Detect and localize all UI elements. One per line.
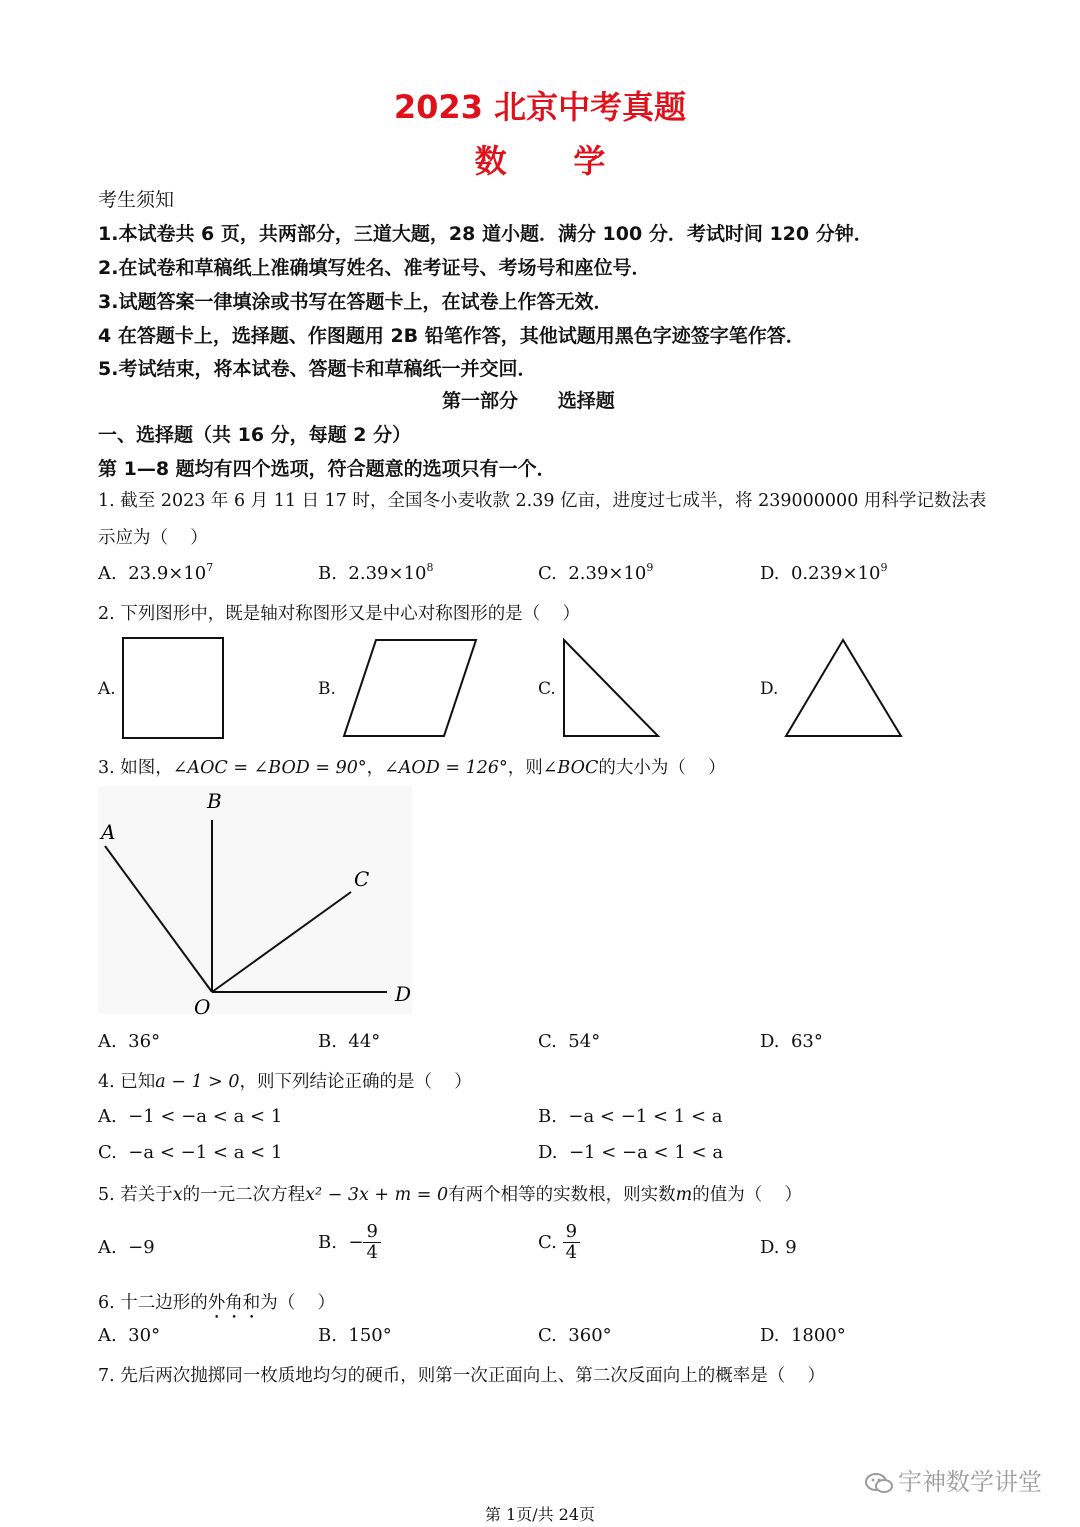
right-triangle-shape	[564, 640, 658, 736]
notice-item-1: 1.本试卷共 6 页，共两部分，三道大题，28 道小题．满分 100 分．考试时间 120 分钟．	[98, 223, 873, 245]
q1-option-a: A. $23.9\times 10^7$	[98, 561, 214, 584]
exam-title: 2023 北京中考真题	[393, 88, 687, 126]
q6-option-d: D. 1800°	[760, 1325, 846, 1346]
q6-option-a: A. 30°	[98, 1325, 161, 1346]
square-shape	[123, 638, 223, 738]
q4-option-a: A. −1 < −a < a < 1	[98, 1106, 283, 1127]
q7-stem: 7. 先后两次抛掷同一枚质地均匀的硬币，则第一次正面向上、第二次反面向上的概率是（ ）	[98, 1366, 826, 1386]
q3-option-c: C. 54°	[538, 1031, 601, 1052]
notice-item-4: 4 在答题卡上，选择题、作图题用 2B 铅笔作答，其他试题用黑色字迹签字笔作答．	[98, 325, 805, 347]
q5-option-a: A. −9	[98, 1237, 155, 1258]
q4-stem: 4. 已知a − 1 > 0，则下列结论正确的是（ ）	[98, 1072, 472, 1092]
notice-item-2: 2.在试卷和草稿纸上准确填写姓名、准考证号、考场号和座位号．	[98, 257, 651, 279]
label-c: C	[354, 867, 370, 891]
q2-shapes	[0, 0, 1080, 760]
q2-label-b: B.	[318, 679, 336, 699]
q1-stem-line2: 示应为（ ）	[98, 528, 208, 548]
q2-stem: 2. 下列图形中，既是轴对称图形又是中心对称图形的是（ ）	[98, 604, 581, 624]
label-a: A	[101, 820, 116, 844]
notice-item-5: 5.考试结束，将本试卷、答题卡和草稿纸一并交回．	[98, 358, 537, 380]
section-heading: 一、选择题（共 16 分，每题 2 分）	[98, 424, 412, 446]
notice-heading: 考生须知	[98, 189, 175, 211]
q5-option-c: C. $\frac{9}{4}$	[538, 1222, 580, 1263]
label-d: D	[395, 982, 412, 1006]
q1-option-c: C. $2.39\times 10^9$	[538, 561, 654, 584]
q3-angle-figure	[98, 786, 418, 1018]
q5-option-b: B. − $\frac{9}{4}$	[318, 1222, 381, 1263]
q1-stem-line1: 1. 截至 2023 年 6 月 11 日 17 时，全国冬小麦收款 2.39 亿亩，进度过七成半，将 239000000 用科学记数法表	[98, 491, 987, 511]
label-b: B	[207, 789, 222, 813]
q3-stem: 3. 如图，∠AOC = ∠BOD = 90°，∠AOD = 126°，则∠BOC的大小为（ ）	[98, 758, 726, 778]
wechat-icon	[864, 1471, 894, 1495]
parallelogram-shape	[344, 640, 476, 736]
label-o: O	[194, 995, 211, 1018]
exam-subject: 数 学	[474, 142, 606, 180]
watermark: 宇神数学讲堂	[864, 1462, 1042, 1497]
q2-label-d: D.	[760, 679, 779, 699]
q2-label-c: C.	[538, 679, 556, 699]
q3-option-a: A. 36°	[98, 1031, 161, 1052]
q4-option-c: C. −a < −1 < a < 1	[98, 1142, 283, 1163]
q4-option-d: D. −1 < −a < 1 < a	[538, 1142, 724, 1163]
page-footer: 第 1页/共 24页	[484, 1505, 596, 1524]
notice-item-3: 3.试题答案一律填涂或书写在答题卡上，在试卷上作答无效．	[98, 291, 613, 313]
equilateral-triangle-shape	[786, 640, 901, 736]
q3-option-d: D. 63°	[760, 1031, 823, 1052]
part-heading: 第一部分 选择题	[442, 390, 615, 412]
q3-option-b: B. 44°	[318, 1031, 381, 1052]
q1-option-d: D. $0.239\times 10^9$	[760, 561, 888, 584]
q6-option-c: C. 360°	[538, 1325, 612, 1346]
q6-option-b: B. 150°	[318, 1325, 392, 1346]
q6-stem: 6. 十二边形的外角和为（ ）	[98, 1293, 336, 1313]
q2-label-a: A.	[98, 679, 116, 699]
section-instruction: 第 1—8 题均有四个选项，符合题意的选项只有一个．	[98, 458, 556, 480]
q5-option-d: D. 9	[760, 1237, 797, 1258]
q1-option-b: B. $2.39\times 10^8$	[318, 561, 434, 584]
q5-stem: 5. 若关于x的一元二次方程x² − 3x + m = 0有两个相等的实数根，则实数m的值为（ ）	[98, 1185, 802, 1205]
q4-option-b: B. −a < −1 < 1 < a	[538, 1106, 723, 1127]
